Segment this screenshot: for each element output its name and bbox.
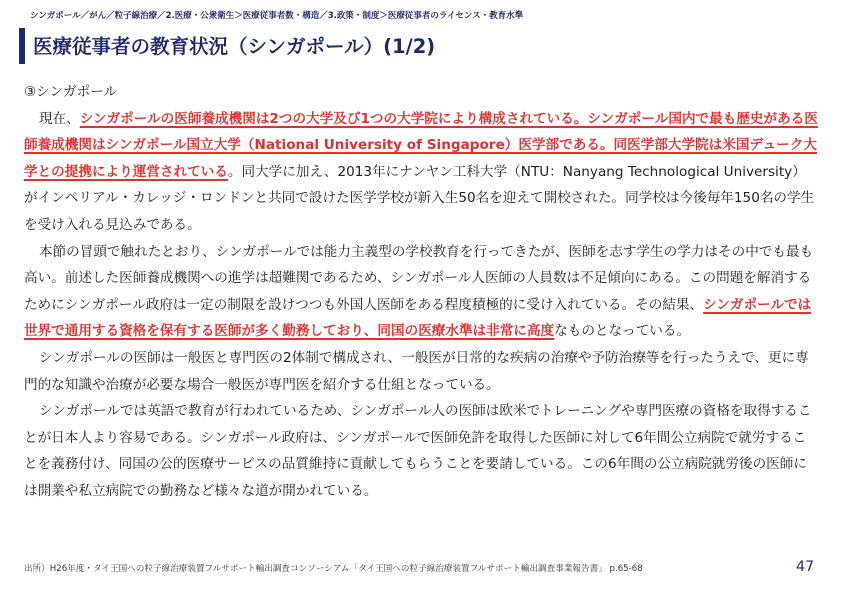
paragraph-2-lead: 本節の冒頭で触れたとおり、シンガポールでは能力主義型の学校教育を行ってきたが、医師を志す学生の学力はその中でも最も高い。前述した医師養成機関への進学は超難関であるため、シンガポール人医師の人員数は不足傾向にある。この問題を解消するためにシンガポール政府は一定の制限を設けつつも外国人医師をある程度積極的に受け入れている。その結果、 xyxy=(24,243,814,313)
highlight-text: シンガポールでは世界で通用する資格を保有する医師が多く勤務しており、同国の医療水準は非常に高度 xyxy=(24,296,812,340)
page-title: 医療従事者の教育状況（シンガポール）(1/2) xyxy=(33,35,436,58)
source-citation: 出所）H26年度・タイ王国への粒子線治療装置フルサポート輸出調査コンソーシアム「タイ王国への粒子線治療装置フルサポート輸出調査事業報告書」 p.65-68 xyxy=(24,564,643,574)
paragraph-1 xyxy=(24,106,819,239)
paragraph-4: シンガポールでは英語で教育が行われているため、シンガポール人の医師は欧米でトレーニングや専門医療の資格を取得することが日本人より容易である。シンガポール政府は、シンガポールで医師免許を取得した医師に対して6年間公立病院で就労することを義務付け、同国の公的医療サービスの品質維持に貢献してもらうことを要請している。この6年間の公立病院就労後の医師には開業や私立病院での勤務など様々な道が開かれている。 xyxy=(24,403,812,499)
paragraph-2-rest: なものとなっている。 xyxy=(554,323,691,340)
breadcrumb: シンガポール／がん／粒子線治療／2.医療・公衆衛生＞医療従事者数・構造／3.政策・制度＞医療従事者のライセンス・教育水準 xyxy=(30,11,524,21)
paragraph-2 xyxy=(24,239,819,345)
section-heading: ③シンガポール xyxy=(24,84,118,100)
title-accent-bar xyxy=(19,28,25,64)
paragraph-1-rest: 。同大学に加え、2013年にナンヤン工科大学（NTU：Nanyang Technological University）がインペリアル・カレッジ・ロンドンと共同で設けた医学学校が新入生50名を迎えて開校された。同学校は今後毎年150名の学生を受け入れる見込みである。 xyxy=(24,163,815,233)
highlight-text: シンガポールの医師養成機関は2つの大学及び1つの大学院により構成されている。シンガポール国内で最も歴史がある医師養成機関はシンガポール国立大学（National University of Singapore）医学部である。同医学部大学院は米国デューク大学との提携により運営されている xyxy=(24,110,818,180)
paragraph-1-lead: 現在、 xyxy=(38,110,80,127)
page-number: 47 xyxy=(796,559,814,575)
body-text xyxy=(24,79,819,505)
paragraph-3: シンガポールの医師は一般医と専門医の2体制で構成され、一般医が日常的な疾病の治療や予防治療等を行ったうえで、更に専門的な知識や治療が必要な場合一般医が専門医を紹介する仕組となっている。 xyxy=(24,349,809,393)
